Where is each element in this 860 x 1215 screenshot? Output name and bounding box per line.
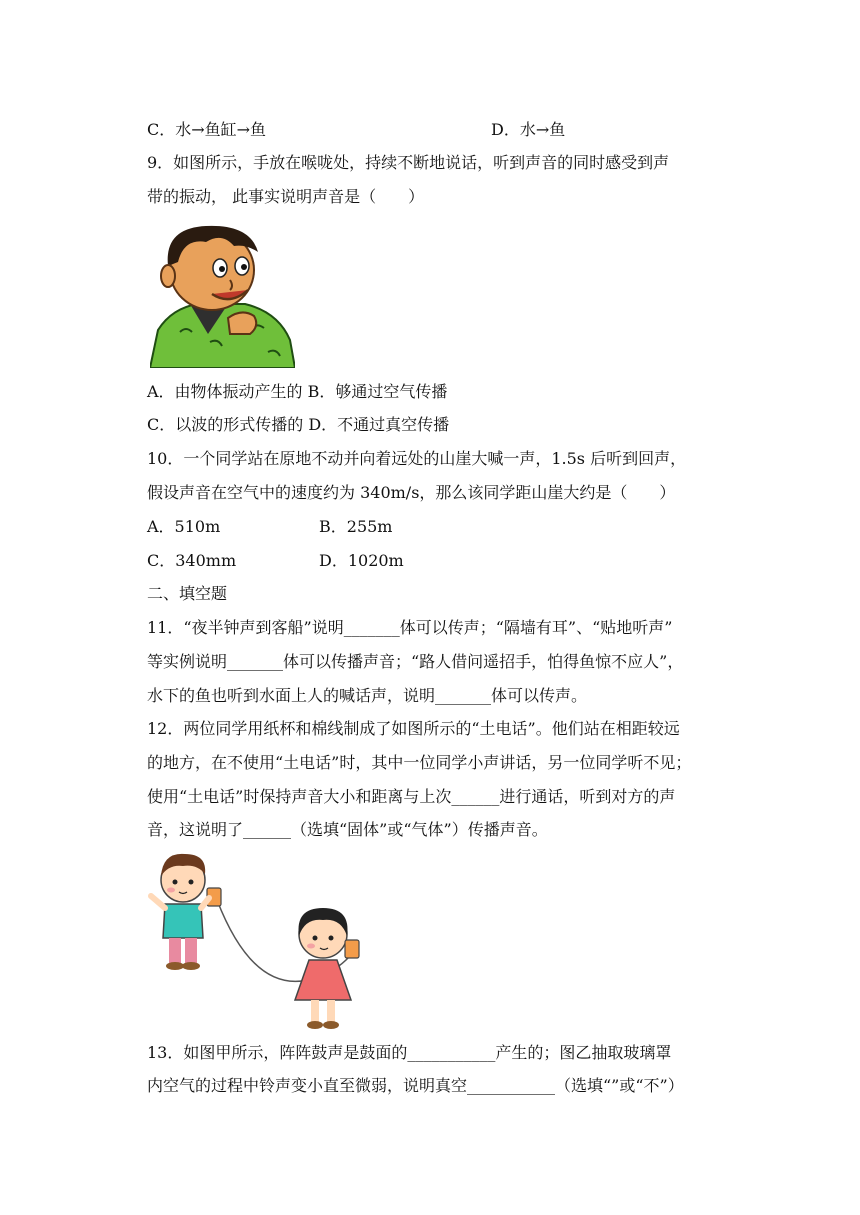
section-title: 二、填空题 bbox=[147, 584, 228, 603]
q10-stem-line2: 假设声音在空气中的速度约为 340m/s，那么该同学距山崖大约是（ ） bbox=[147, 483, 676, 502]
q10-option-c: C．340mm bbox=[147, 551, 237, 570]
q11-line3: 水下的鱼也听到水面上人的喊话声，说明_______体可以传声。 bbox=[147, 686, 588, 705]
q8-option-d: D．水→鱼 bbox=[491, 120, 566, 139]
q10-option-d: D．1020m bbox=[319, 551, 404, 570]
q12-line1: 12．两位同学用纸杯和棉线制成了如图所示的“土电话”。他们站在相距较远 bbox=[147, 719, 680, 738]
tin-can-telephone-image bbox=[145, 848, 370, 1033]
q10-stem-line1: 10．一个同学站在原地不动并向着远处的山崖大喊一声，1.5s 后听到回声， bbox=[147, 449, 687, 468]
q10-option-a: A．510m bbox=[147, 517, 221, 536]
q12-line2: 的地方，在不使用“土电话”时，其中一位同学小声讲话，另一位同学听不见； bbox=[147, 753, 692, 772]
q9-stem-line1: 9．如图所示，手放在喉咙处，持续不断地说话，听到声音的同时感受到声 bbox=[147, 153, 670, 172]
q8-option-c: C．水→鱼缸→鱼 bbox=[147, 120, 267, 139]
q12-line4: 音，这说明了______（选填“固体”或“气体”）传播声音。 bbox=[147, 820, 548, 839]
q11-line2: 等实例说明_______体可以传播声音；“路人借问遥招手，怕得鱼惊不应人”， bbox=[147, 652, 684, 671]
q12-line3: 使用“土电话”时保持声音大小和距离与上次______进行通话，听到对方的声 bbox=[147, 787, 676, 806]
q9-options-line1: A．由物体振动产生的 B．够通过空气传播 bbox=[147, 382, 448, 401]
q10-option-b: B．255m bbox=[319, 517, 393, 536]
q13-line1: 13．如图甲所示，阵阵鼓声是鼓面的___________产生的；图乙抽取玻璃罩 bbox=[147, 1043, 672, 1062]
q9-stem-line2: 带的振动， 此事实说明声音是（ ） bbox=[147, 187, 425, 206]
q9-options-line2: C．以波的形式传播的 D．不通过真空传播 bbox=[147, 415, 450, 434]
q11-line1: 11．“夜半钟声到客船”说明_______体可以传声；“隔墙有耳”、“贴地听声” bbox=[147, 618, 673, 637]
boy-touching-throat-image bbox=[150, 222, 295, 368]
q13-line2: 内空气的过程中铃声变小直至微弱，说明真空___________（选填“”或“不”） bbox=[147, 1076, 684, 1095]
